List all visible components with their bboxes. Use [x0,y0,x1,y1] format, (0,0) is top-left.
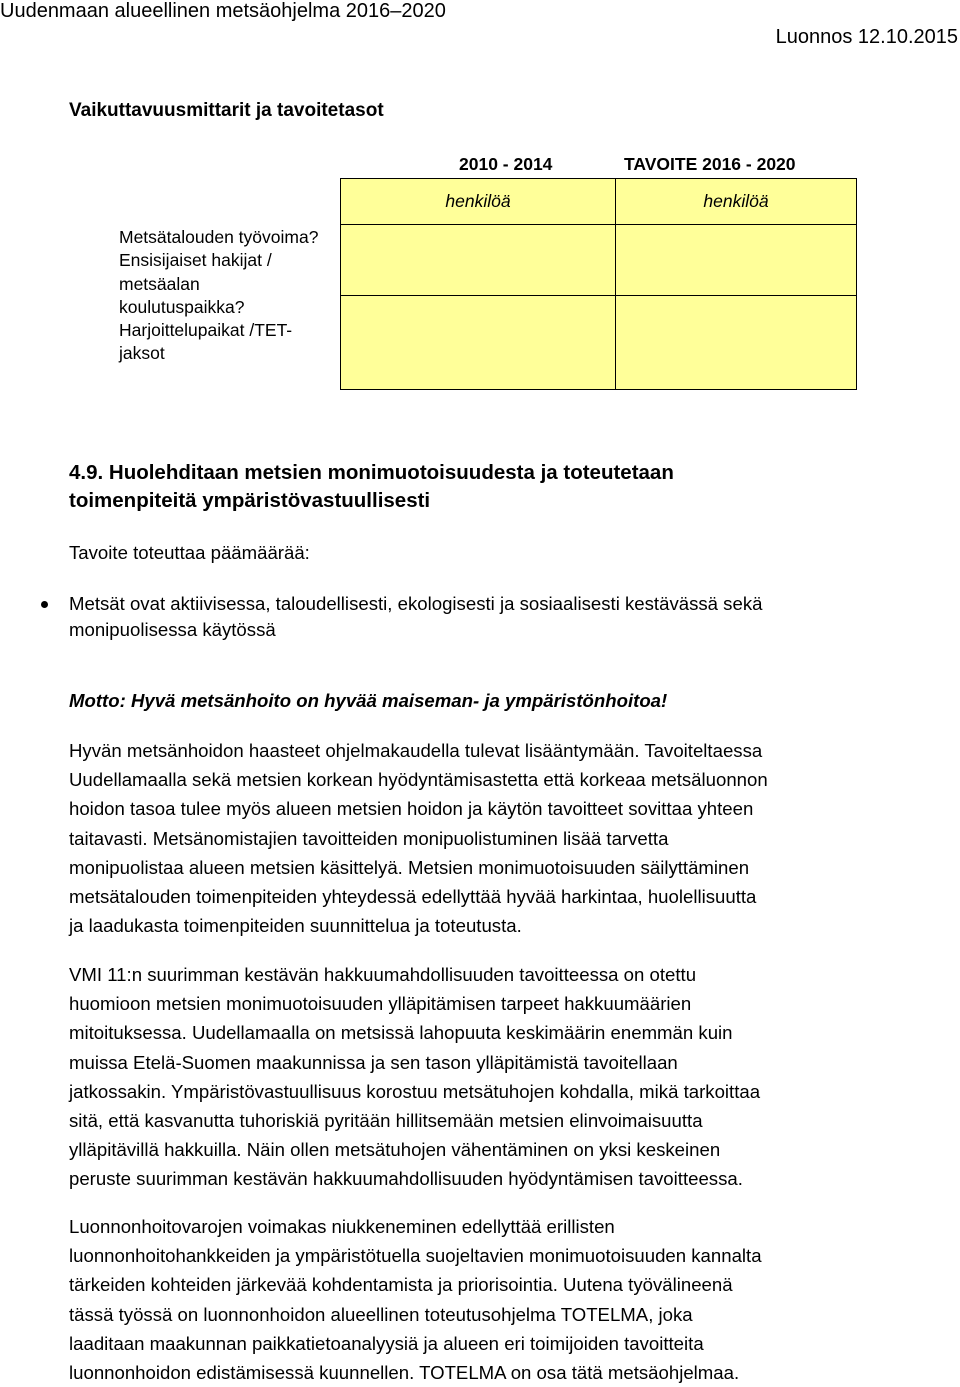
bullet-dot [41,601,48,608]
unit-cell-target: henkilöä [616,179,857,225]
paragraph-line: monipuolistaa alueen metsien käsittelyä. Metsien monimuotoisuuden säilyttäminen [69,856,750,878]
unit-cell-baseline: henkilöä [341,179,616,225]
paragraph-line: tärkeiden kohteiden järkevää kohdentamista ja priorisointia. Uutena työvälineenä [69,1274,733,1296]
paragraph-line: muissa Etelä-Suomen maakunnissa ja sen tason ylläpitämistä tavoitellaan [69,1051,678,1073]
paragraph-3 [69,1212,762,1387]
paragraph-line: luonnonhoitohankkeiden ja ympäristötuella suojeltavien monimuotoisuuden kannalta [69,1245,762,1267]
value-cell [616,296,857,390]
paragraph-line: peruste suurimman kestävän hakkuumahdollisuuden hyödyntämisen tavoitteessa. [69,1168,743,1190]
draft-date: Luonnos 12.10.2015 [775,26,958,48]
motto: Motto: Hyvä metsänhoito on hyvää maiseman- ja ympäristönhoitoa! [69,690,668,711]
paragraph-line: hoidon tasoa tulee myös alueen metsien hoidon ja käytön tavoitteet sovittaa yhteen [69,798,754,820]
table-row [341,296,857,390]
paragraph-line: taitavasti. Metsänomistajien tavoitteiden monipuolistuminen lisää tarvetta [69,827,669,849]
subsection-heading-line2: toimenpiteitä ympäristövastuullisesti [69,489,431,512]
value-cell [341,296,616,390]
paragraph-line: mitoituksessa. Uudellamaalla on metsissä lahopuuta keskimäärin enemmän kuin [69,1022,733,1044]
paragraph-line: ylläpitävillä hakkuilla. Näin ollen metsätuhojen vähentäminen on yksi keskeinen [69,1139,721,1161]
paragraph-line: sitä, että kasvanutta tuhoriskiä pyritään hillitsemään metsien elinvoimaisuutta [69,1110,703,1132]
subsection-heading-line1: 4.9. Huolehditaan metsien monimuotoisuudesta ja toteutetaan [69,461,674,484]
paragraph-line: Luonnonhoitovarojen voimakas niukkeneminen edellyttää erillisten [69,1216,615,1237]
section-title: Vaikuttavuusmittarit ja tavoitetasot [69,100,384,121]
paragraph-line: ja laadukasta toimenpiteiden suunnittelua ja toteutusta. [69,915,522,937]
paragraph-line: laaditaan maakunnan paikkatietoanalyysiä ja alueen eri toimijoiden tavoitteita [69,1332,704,1354]
goal-bullet-line1: Metsät ovat aktiivisessa, taloudellisesti, ekologisesti ja sosiaalisesti kestävässä sekä [69,593,763,614]
metric-row-label: Metsätalouden työvoima? Ensisijaiset hakijat / metsäalan koulutuspaikka? Harjoittelupaikat /TET-jaksot [119,227,319,364]
paragraph-2 [69,960,760,1194]
paragraph-line: tässä työssä on luonnonhoidon alueellinen toteutusohjelma TOTELMA, joka [69,1303,693,1325]
unit-row [341,179,857,225]
paragraph-line: luonnonhoidon edistämisessä kuunnellen. TOTELMA on osa tätä metsäohjelmaa. [69,1362,740,1384]
document-title: Uudenmaan alueellinen metsäohjelma 2016–2020 [0,0,446,22]
paragraph-line: huomioon metsien monimuotoisuuden ylläpitämisen tarpeet hakkuumäärien [69,993,692,1015]
col-header-target: TAVOITE 2016 - 2020 [624,154,796,174]
metrics-table [340,178,857,390]
table-row [341,225,857,296]
goal-intro: Tavoite toteuttaa päämäärää: [69,542,310,563]
paragraph-line: jatkossakin. Ympäristövastuullisuus korostuu metsätuhojen kohdalla, mikä tarkoittaa [69,1080,761,1102]
paragraph-line: metsätalouden toimenpiteiden yhteydessä edellyttää hyvää harkintaa, huolellisuutta [69,886,757,908]
goal-bullet-line2: monipuolisessa käytössä [69,619,276,641]
paragraph-1 [69,736,768,940]
subsection-heading [69,459,674,515]
paragraph-line: VMI 11:n suurimman kestävän hakkuumahdollisuuden tavoitteessa on otettu [69,964,697,985]
value-cell [341,225,616,296]
col-header-baseline: 2010 - 2014 [459,154,553,174]
paragraph-line: Uudellamaalla sekä metsien korkean hyödyntämisastetta että korkeaa metsäluonnon [69,769,768,791]
goal-bullet [69,589,762,644]
value-cell [616,225,857,296]
paragraph-line: Hyvän metsänhoidon haasteet ohjelmakaudella tulevat lisääntymään. Tavoiteltaessa [69,740,763,761]
